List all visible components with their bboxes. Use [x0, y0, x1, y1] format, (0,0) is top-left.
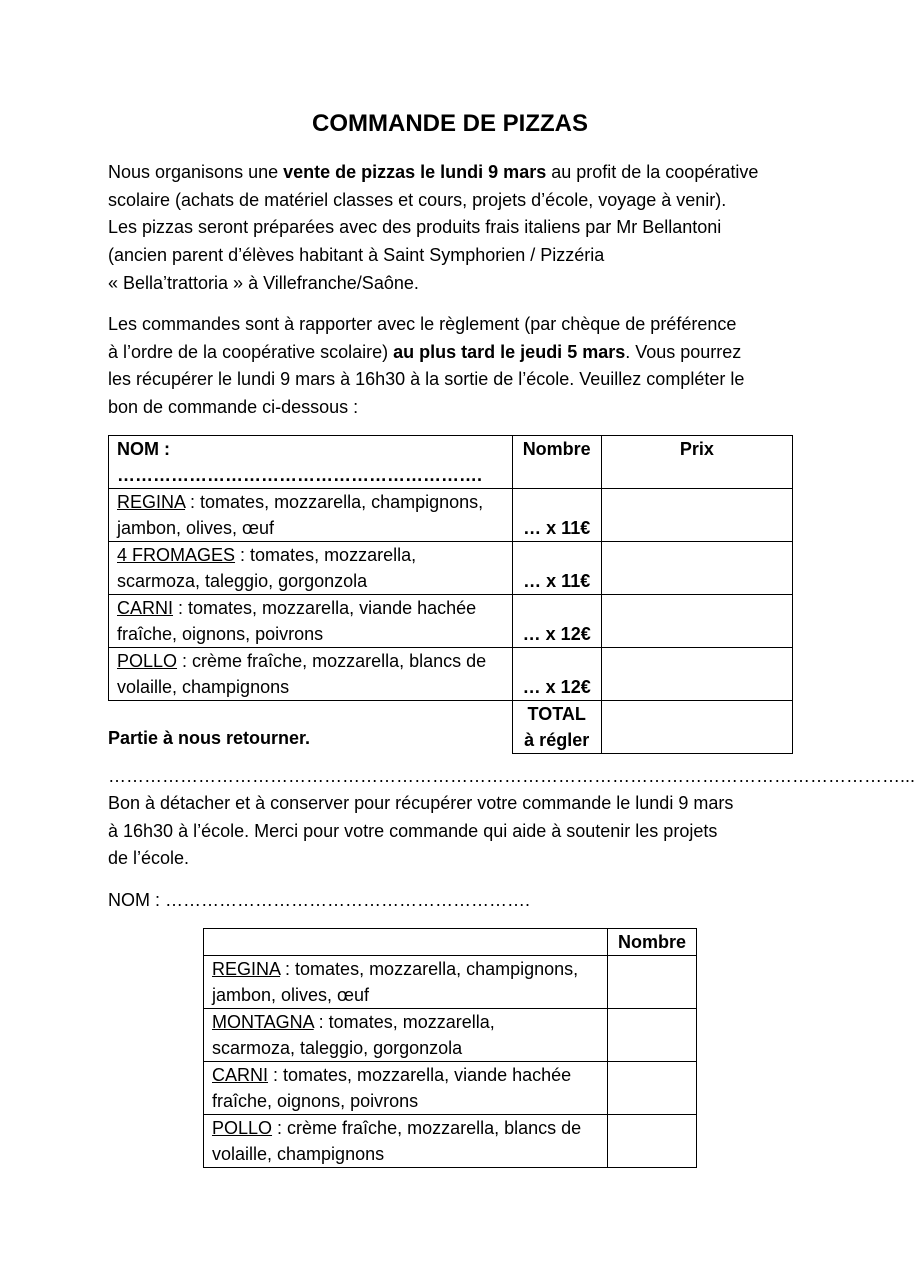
pizza-description: [204, 956, 608, 1009]
instructions-paragraph: [108, 311, 798, 422]
pizza-ingredients: jambon, olives, œuf: [117, 518, 275, 538]
total-label: [512, 701, 601, 754]
quantity-cell[interactable]: [608, 1009, 697, 1062]
pizza-name: MONTAGNA: [212, 1012, 314, 1032]
table-row: [204, 1062, 697, 1115]
quantity-cell[interactable]: … x 12€: [512, 595, 601, 648]
column-header-prix: Prix: [601, 436, 792, 489]
pizza-name: POLLO: [212, 1118, 273, 1138]
intro-text: au profit de la coopérative: [546, 162, 759, 182]
table-row: [204, 1115, 697, 1168]
deadline-highlight: au plus tard le jeudi 5 mars: [393, 341, 626, 362]
intro-text: Nous organisons une: [108, 162, 284, 182]
quantity-cell[interactable]: … x 11€: [512, 542, 601, 595]
quantity-cell[interactable]: [608, 1062, 697, 1115]
pizza-ingredients: jambon, olives, œuf: [212, 985, 370, 1005]
pizza-name: CARNI: [212, 1065, 269, 1085]
keep-line-2: à 16h30 à l’école. Merci pour votre commande qui aide à soutenir les projets: [108, 820, 718, 841]
pizza-name: CARNI: [117, 598, 174, 618]
table-row: [204, 956, 697, 1009]
pizza-ingredients: scarmoza, taleggio, gorgonzola: [212, 1038, 463, 1058]
pizza-description: [109, 595, 513, 648]
pizza-description: [204, 1009, 608, 1062]
instructions-line-2: [108, 339, 798, 367]
cut-line: ……………………………………………………………………………………………………………………...: [108, 766, 915, 786]
pizza-ingredients: volaille, champignons: [212, 1144, 385, 1164]
intro-paragraph: [108, 159, 798, 298]
pizza-ingredients: : tomates, mozzarella, viande hachée: [173, 598, 477, 618]
price-cell[interactable]: [601, 648, 792, 701]
pizza-ingredients: fraîche, oignons, poivrons: [212, 1091, 419, 1111]
intro-line-4: (ancien parent d’élèves habitant à Saint Symphorien / Pizzéria: [108, 245, 605, 266]
price-cell[interactable]: [601, 542, 792, 595]
table-row: [109, 489, 793, 542]
column-header-nombre: Nombre: [512, 436, 601, 489]
table-row: [109, 648, 793, 701]
price-cell[interactable]: [601, 489, 792, 542]
quantity-cell[interactable]: [608, 956, 697, 1009]
receipt-table: [203, 928, 697, 1168]
pizza-name: REGINA: [117, 492, 186, 512]
keep-line-1: Bon à détacher et à conserver pour récupérer votre commande le lundi 9 mars: [108, 793, 734, 813]
pizza-ingredients: : crème fraîche, mozzarella, blancs de: [177, 651, 487, 671]
intro-line-3: Les pizzas seront préparées avec des produits frais italiens par Mr Bellantoni: [108, 217, 722, 238]
quantity-cell[interactable]: [608, 1115, 697, 1168]
order-table: [108, 435, 793, 754]
intro-line-1: [108, 159, 798, 187]
table-row: [109, 595, 793, 648]
total-label-line-2: à régler: [524, 730, 590, 750]
pizza-description: [109, 648, 513, 701]
pizza-name: REGINA: [212, 959, 281, 979]
quantity-cell[interactable]: … x 11€: [512, 489, 601, 542]
pizza-ingredients: : crème fraîche, mozzarella, blancs de: [272, 1118, 582, 1138]
pizza-description: [109, 542, 513, 595]
total-amount-cell[interactable]: [601, 701, 792, 754]
pizza-ingredients: : tomates, mozzarella, viande hachée: [268, 1065, 572, 1085]
total-label-line-1: TOTAL: [527, 704, 586, 724]
nom-field-receipt[interactable]: NOM : …………………………………………………….: [108, 890, 530, 910]
pizza-description: [204, 1062, 608, 1115]
instructions-line-4: bon de commande ci-dessous :: [108, 397, 359, 418]
pizza-ingredients: scarmoza, taleggio, gorgonzola: [117, 571, 368, 591]
pizza-description: [204, 1115, 608, 1168]
pizza-description: [109, 489, 513, 542]
keep-line-3: de l’école.: [108, 848, 190, 869]
instructions-text: à l’ordre de la coopérative scolaire): [108, 341, 394, 362]
instructions-line-1: Les commandes sont à rapporter avec le règlement (par chèque de préférence: [108, 314, 737, 334]
pizza-ingredients: : tomates, mozzarella,: [235, 545, 417, 565]
instructions-line-3: les récupérer le lundi 9 mars à 16h30 à la sortie de l’école. Veuillez compléter le: [108, 369, 745, 390]
pizza-name: 4 FROMAGES: [117, 545, 236, 565]
keep-paragraph: [108, 790, 798, 873]
pizza-ingredients: : tomates, mozzarella, champignons,: [185, 492, 484, 512]
column-header-nombre: Nombre: [608, 929, 697, 956]
intro-line-2: scolaire (achats de matériel classes et cours, projets d’école, voyage à venir).: [108, 189, 727, 210]
pizza-ingredients: fraîche, oignons, poivrons: [117, 624, 324, 644]
intro-line-5: « Bella’trattoria » à Villefranche/Saône.: [108, 272, 419, 293]
quantity-cell[interactable]: … x 12€: [512, 648, 601, 701]
sale-date-highlight: vente de pizzas le lundi 9 mars: [283, 162, 547, 182]
return-label: Partie à nous retourner.: [108, 728, 311, 748]
empty-header-cell: [204, 929, 608, 956]
order-table-header: [109, 436, 793, 489]
page-title: COMMANDE DE PIZZAS: [312, 110, 588, 137]
nom-field[interactable]: NOM : …………………………………………………….: [109, 436, 513, 489]
pizza-name: POLLO: [117, 651, 178, 671]
instructions-text: . Vous pourrez: [625, 341, 742, 362]
pizza-ingredients: : tomates, mozzarella,: [313, 1012, 495, 1032]
receipt-table-header: [204, 929, 697, 956]
table-row: [109, 542, 793, 595]
price-cell[interactable]: [601, 595, 792, 648]
pizza-ingredients: : tomates, mozzarella, champignons,: [280, 959, 579, 979]
pizza-ingredients: volaille, champignons: [117, 677, 290, 697]
table-row: [204, 1009, 697, 1062]
